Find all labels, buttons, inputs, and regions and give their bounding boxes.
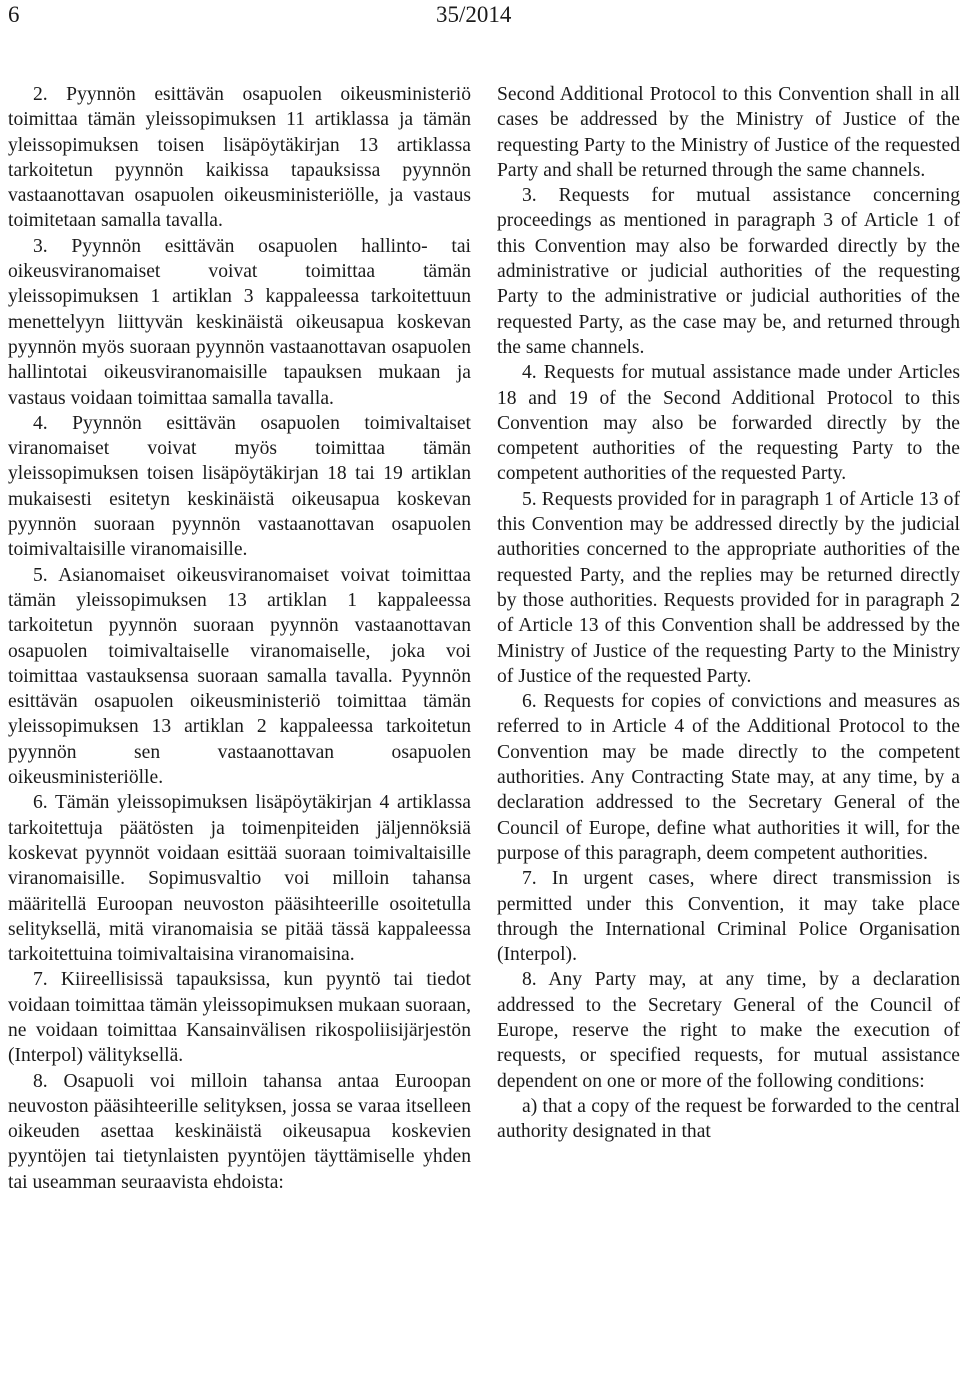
fi-paragraph-2: 2. Pyynnön esittävän osapuolen oikeusministeriö toimittaa tämän yleissopimuksen 11 artiklassa ja tämän yleissopimuksen toisen lisäpöytäkirjan 13 artiklassa tarkoitetun pyynnön kaikissa tapauksissa pyynnön vastaanottavan osapuolen oikeusministeriölle, ja vastaus toimitetaan samalla tavalla. [8, 84, 471, 232]
en-paragraph-7: 7. In urgent cases, where direct transmission is permitted under this Convention, it may take place through the International Criminal Police Organisation (Interpol). [497, 868, 960, 966]
en-paragraph-continued: Second Additional Protocol to this Convention shall in all cases be addressed by the Ministry of Justice of the requesting Party to the Ministry of Justice of the requested Party and shall be returned through the same channels. [497, 84, 960, 181]
english-column [497, 82, 960, 1144]
fi-paragraph-4: 4. Pyynnön esittävän osapuolen toimivaltaiset viranomaiset voivat myös toimittaa tämän yleissopimuksen toisen lisäpöytäkirjan 18 tai 19 artiklan mukaisesti esitetyn keskinäistä oikeusapua koskevan pyynnön suoraan pyynnön vastaanottavan osapuolen toimivaltaisille viranomaisille. [8, 412, 471, 561]
en-paragraph-3: 3. Requests for mutual assistance concerning proceedings as mentioned in paragraph 3 of Article 1 of this Convention may also be forwarded directly by the administrative or judicial authorities of the requesting Party to the administrative or judicial authorities of the requested Party, as the case may be, and returned through the same channels. [497, 185, 960, 358]
issue-number: 35/2014 [436, 2, 512, 27]
fi-paragraph-8: 8. Osapuoli voi milloin tahansa antaa Euroopan neuvoston pääsihteerille selityksen, jossa se varaa itselleen oikeuden asettaa keskinäistä oikeusapua koskevien pyyntöjen tai tietynlaisten pyyntöjen täyttämiselle yhden tai useamman seuraavista ehdoista: [8, 1070, 471, 1193]
fi-paragraph-7: 7. Kiireellisissä tapauksissa, kun pyyntö tai tiedot voidaan toimittaa tämän yleissopimuksen mukaan suoraan, ne voidaan toimittaa Kansainvälisen rikospoliisijärjestön (Interpol) välityksellä. [8, 969, 471, 1067]
en-paragraph-5: 5. Requests provided for in paragraph 1 of Article 13 of this Convention may be addressed directly by the judicial authorities concerned to the appropriate authorities of the requested Party, and the replies may be returned directly by those authorities. Requests provided for in paragraph 2 of Article 13 of this Convention shall be addressed by the Ministry of Justice of the requesting Party to the Ministry of Justice of the requested Party. [497, 488, 960, 687]
page-header [0, 0, 960, 40]
en-paragraph-4: 4. Requests for mutual assistance made under Articles 18 and 19 of the Second Additional Protocol to this Convention may also be forwarded directly by the competent authorities of the requesting Party to the competent authorities of the requested Party. [497, 362, 960, 485]
en-paragraph-8: 8. Any Party may, at any time, by a declaration addressed to the Secretary General of the Council of Europe, reserve the right to make the execution of requests, or specified requests, for mutual assistance dependent on one or more of the following conditions: [497, 969, 960, 1092]
en-condition-a: a) that a copy of the request be forwarded to the central authority designated in that [497, 1095, 960, 1143]
fi-paragraph-3: 3. Pyynnön esittävän osapuolen hallinto- tai oikeusviranomaiset voivat toimittaa tämän yleissopimuksen 1 artiklan 3 kappaleessa tarkoitettuun menettelyyn liittyvän keskinäistä oikeusapua koskevan pyynnön myös suoraan pyynnön vastaanottavan osapuolen hallintotai oikeusviranomaisille tapauksen mukaan ja vastaus voidaan toimittaa samalla tavalla. [8, 235, 471, 409]
finnish-column [8, 82, 471, 1195]
fi-paragraph-5: 5. Asianomaiset oikeusviranomaiset voivat toimittaa tämän yleissopimuksen 13 artiklan 1 kappaleessa tarkoitetun pyynnön suoraan pyynnön vastaanottavan osapuolen toimivaltaiselle viranomaiselle, joka voi toimittaa vastauksensa suoraan samalla tavalla. Pyynnön esittävän osapuolen oikeusministeriö toimittaa tämän yleissopimuksen 13 artiklan 2 kappaleessa tarkoitetun pyynnön sen vastaanottavan osapuolen oikeusministeriölle. [8, 564, 471, 789]
en-paragraph-6: 6. Requests for copies of convictions and measures as referred to in Article 4 of the Additional Protocol to the Convention may be made directly to the competent authorities. Any Contracting State may, at any time, by a declaration addressed to the Secretary General of the Council of Europe, define what authorities it will, for the purpose of this paragraph, deem competent authorities. [497, 691, 960, 864]
page-number: 6 [8, 2, 20, 27]
fi-paragraph-6: 6. Tämän yleissopimuksen lisäpöytäkirjan 4 artiklassa tarkoitettuja päätösten ja toimenpiteiden jäljennöksiä koskevat pyynnöt voidaan esittää suoraan toimivaltaisille viranomaisille. Sopimusvaltio voi milloin tahansa määritellä Euroopan neuvoston pääsihteerille osoitetulla selityksellä, mitä viranomaisia se pitää tässä kappaleessa tarkoitettuina toimivaltaisina viranomaisina. [8, 792, 471, 966]
